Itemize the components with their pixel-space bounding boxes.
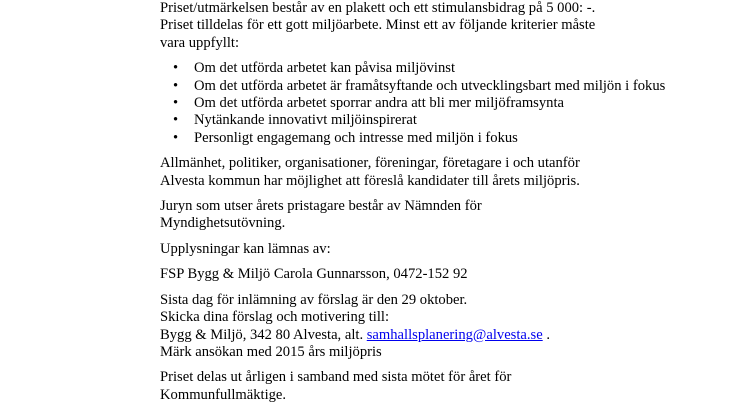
bullet-icon: • (173, 112, 179, 129)
jury-line-1: Juryn som utser årets pristagare består av Nämnden för (160, 198, 482, 215)
address-line: Bygg & Miljö, 342 80 Alvesta, alt. samhallsplanering@alvesta.se . (160, 326, 550, 343)
info-label: Upplysningar kan lämnas av: (160, 240, 331, 257)
intro-paragraph (160, 0, 680, 52)
intro-line-1: Priset/utmärkelsen består av en plakett och ett stimulansbidrag på 5 000: -. (160, 0, 596, 16)
jury-line-2: Myndighetsutövning. (160, 215, 286, 232)
nominations-paragraph (160, 155, 680, 190)
submission-paragraph (160, 292, 680, 362)
deadline-line: Sista dag för inlämning av förslag är den 29 oktober. (160, 291, 468, 308)
nominations-line-2: Alvesta kommun har möjlighet att föreslå kandidater till årets miljöpris. (160, 172, 580, 189)
intro-line-2: Priset tilldelas för ett gott miljöarbete. Minst ett av följande kriterier måste (160, 17, 596, 34)
criteria-item: • Om det utförda arbetet sporrar andra att bli mer miljöframsynta (173, 95, 564, 112)
bullet-icon: • (173, 77, 179, 94)
criteria-item: • Om det utförda arbetet kan påvisa miljövinst (173, 60, 455, 77)
mark-line: Märk ansökan med 2015 års miljöpris (160, 343, 382, 360)
criteria-list (160, 60, 680, 147)
bullet-icon: • (173, 95, 179, 112)
criteria-item: • Personligt engagemang och intresse med miljön i fokus (173, 129, 518, 146)
criteria-item: • Nytänkande innovativt miljöinspirerat (173, 112, 417, 129)
criteria-item: • Om det utförda arbetet är framåtsyftande och utvecklingsbart med miljön i fokus (173, 77, 666, 94)
ceremony-line-2: Kommunfullmäktige. (160, 386, 287, 403)
bullet-icon: • (173, 129, 179, 146)
nominations-line-1: Allmänhet, politiker, organisationer, föreningar, företagare i och utanför (160, 155, 580, 172)
ceremony-paragraph (160, 369, 680, 404)
email-link[interactable]: samhallsplanering@alvesta.se (366, 326, 543, 343)
document-body (160, 0, 680, 404)
contact-line: FSP Bygg & Miljö Carola Gunnarsson, 0472-152 92 (160, 266, 468, 283)
ceremony-line-1: Priset delas ut årligen i samband med sista mötet för året för (160, 369, 512, 386)
jury-paragraph (160, 198, 680, 233)
intro-line-3: vara uppfyllt: (160, 34, 240, 51)
send-to-line: Skicka dina förslag och motivering till: (160, 309, 389, 326)
bullet-icon: • (173, 60, 179, 77)
